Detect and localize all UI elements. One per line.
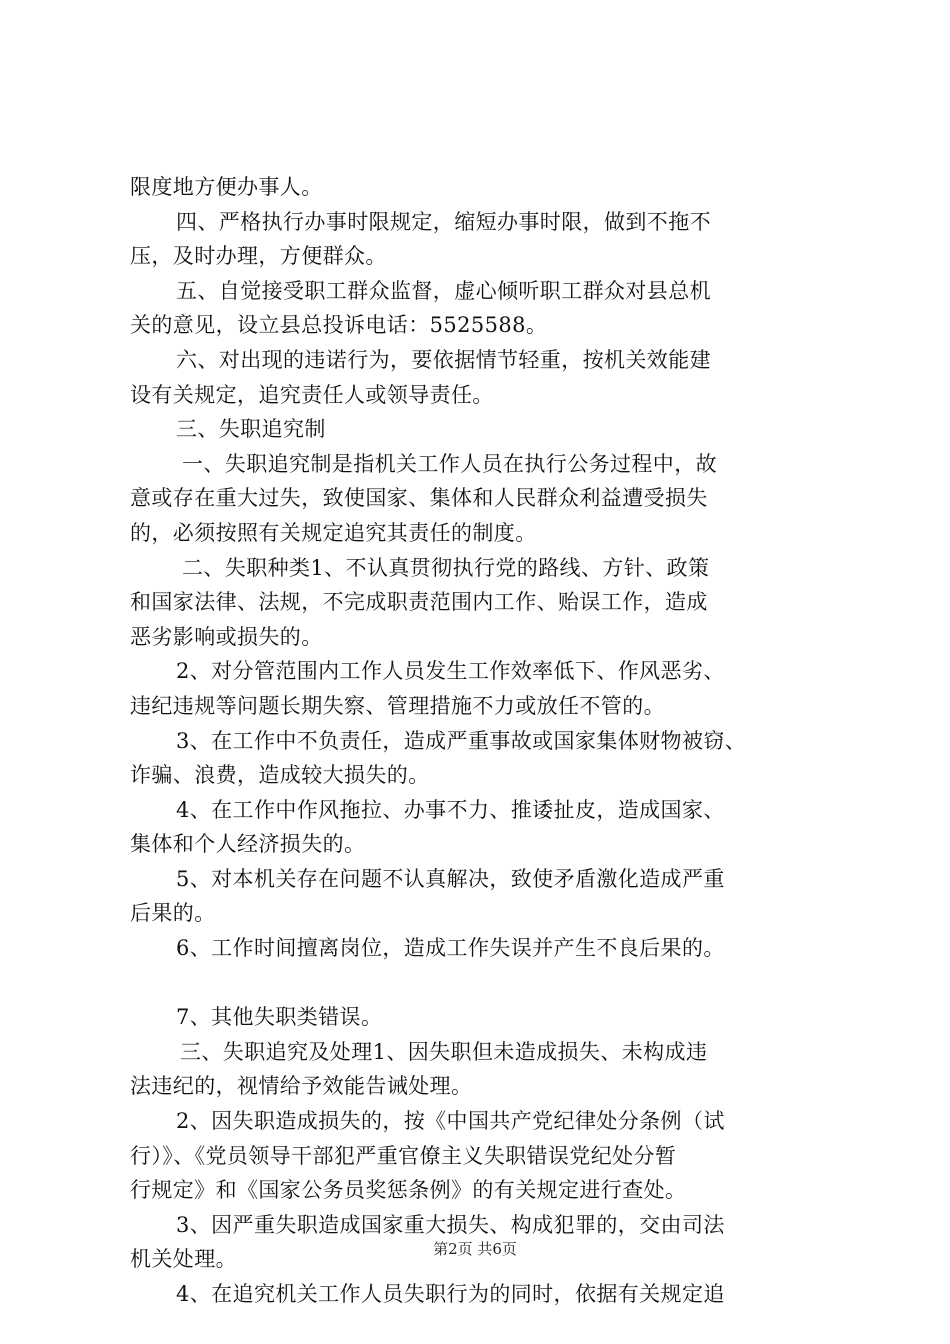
text-line: 五、自觉接受职工群众监督，虚心倾听职工群众对县总机 <box>176 278 711 303</box>
text-line: 三、失职追究及处理1、因失职但未造成损失、未构成违 <box>180 1039 708 1064</box>
text-line: 限度地方便办事人。 <box>130 175 323 199</box>
text-line: 违纪违规等问题长期失察、管理措施不力或放任不管的。 <box>130 693 665 718</box>
text-line: 关的意见，设立县总投诉电话：5525588。 <box>130 313 548 338</box>
text-line: 行）》、《党员领导干部犯严重官僚主义失职错误党纪处分暂 <box>130 1143 677 1168</box>
text-line: 2、对分管范围内工作人员发生工作效率低下、作风恶劣、 <box>176 659 725 684</box>
text-line: 压，及时办理，方便群众。 <box>130 244 387 269</box>
text-line: 二、失职种类1、不认真贯彻执行党的路线、方针、政策 <box>182 555 710 580</box>
text-line: 4、在工作中作风拖拉、办事不力、推诿扯皮，造成国家、 <box>176 797 725 822</box>
text-line: 7、其他失职类错误。 <box>176 1005 383 1030</box>
text-line: 5、对本机关存在问题不认真解决，致使矛盾激化造成严重 <box>176 866 725 891</box>
text-line: 3、在工作中不负责任，造成严重事故或国家集体财物被窃、 <box>176 728 747 753</box>
text-line: 6、工作时间擅离岗位，造成工作失误并产生不良后果的。 <box>176 936 725 961</box>
text-line: 设有关规定，追究责任人或领导责任。 <box>130 382 494 407</box>
text-line: 机关处理。 <box>130 1247 237 1272</box>
document-body <box>130 170 840 1312</box>
text-line: 2、因失职造成损失的，按《中国共产党纪律处分条例（试 <box>176 1109 725 1134</box>
page-footer: 第2页 共6页 <box>433 1240 517 1258</box>
text-line: 集体和个人经济损失的。 <box>130 832 366 857</box>
text-line: 后果的。 <box>130 901 216 926</box>
text-line: 四、严格执行办事时限规定，缩短办事时限，做到不拖不 <box>176 209 711 234</box>
text-line: 诈骗、浪费，造成较大损失的。 <box>130 763 430 788</box>
text-line <box>130 966 840 1001</box>
text-line: 4、在追究机关工作人员失职行为的同时，依据有关规定追 <box>176 1282 725 1306</box>
text-line: 行规定》和《国家公务员奖惩条例》的有关规定进行查处。 <box>130 1178 687 1203</box>
text-line: 的，必须按照有关规定追究其责任的制度。 <box>130 520 537 545</box>
text-line: 六、对出现的违诺行为，要依据情节轻重，按机关效能建 <box>176 347 711 372</box>
text-line: 三、失职追究制 <box>176 417 326 442</box>
text-line: 意或存在重大过失，致使国家、集体和人民群众利益遭受损失 <box>130 486 708 511</box>
text-line: 一、失职追究制是指机关工作人员在执行公务过程中，故 <box>182 451 717 476</box>
text-line: 和国家法律、法规，不完成职责范围内工作、贻误工作，造成 <box>130 590 708 615</box>
text-line: 3、因严重失职造成国家重大损失、构成犯罪的，交由司法 <box>176 1212 725 1237</box>
text-line: 法违纪的，视情给予效能告诫处理。 <box>130 1074 473 1099</box>
text-line: 恶劣影响或损失的。 <box>130 624 323 649</box>
